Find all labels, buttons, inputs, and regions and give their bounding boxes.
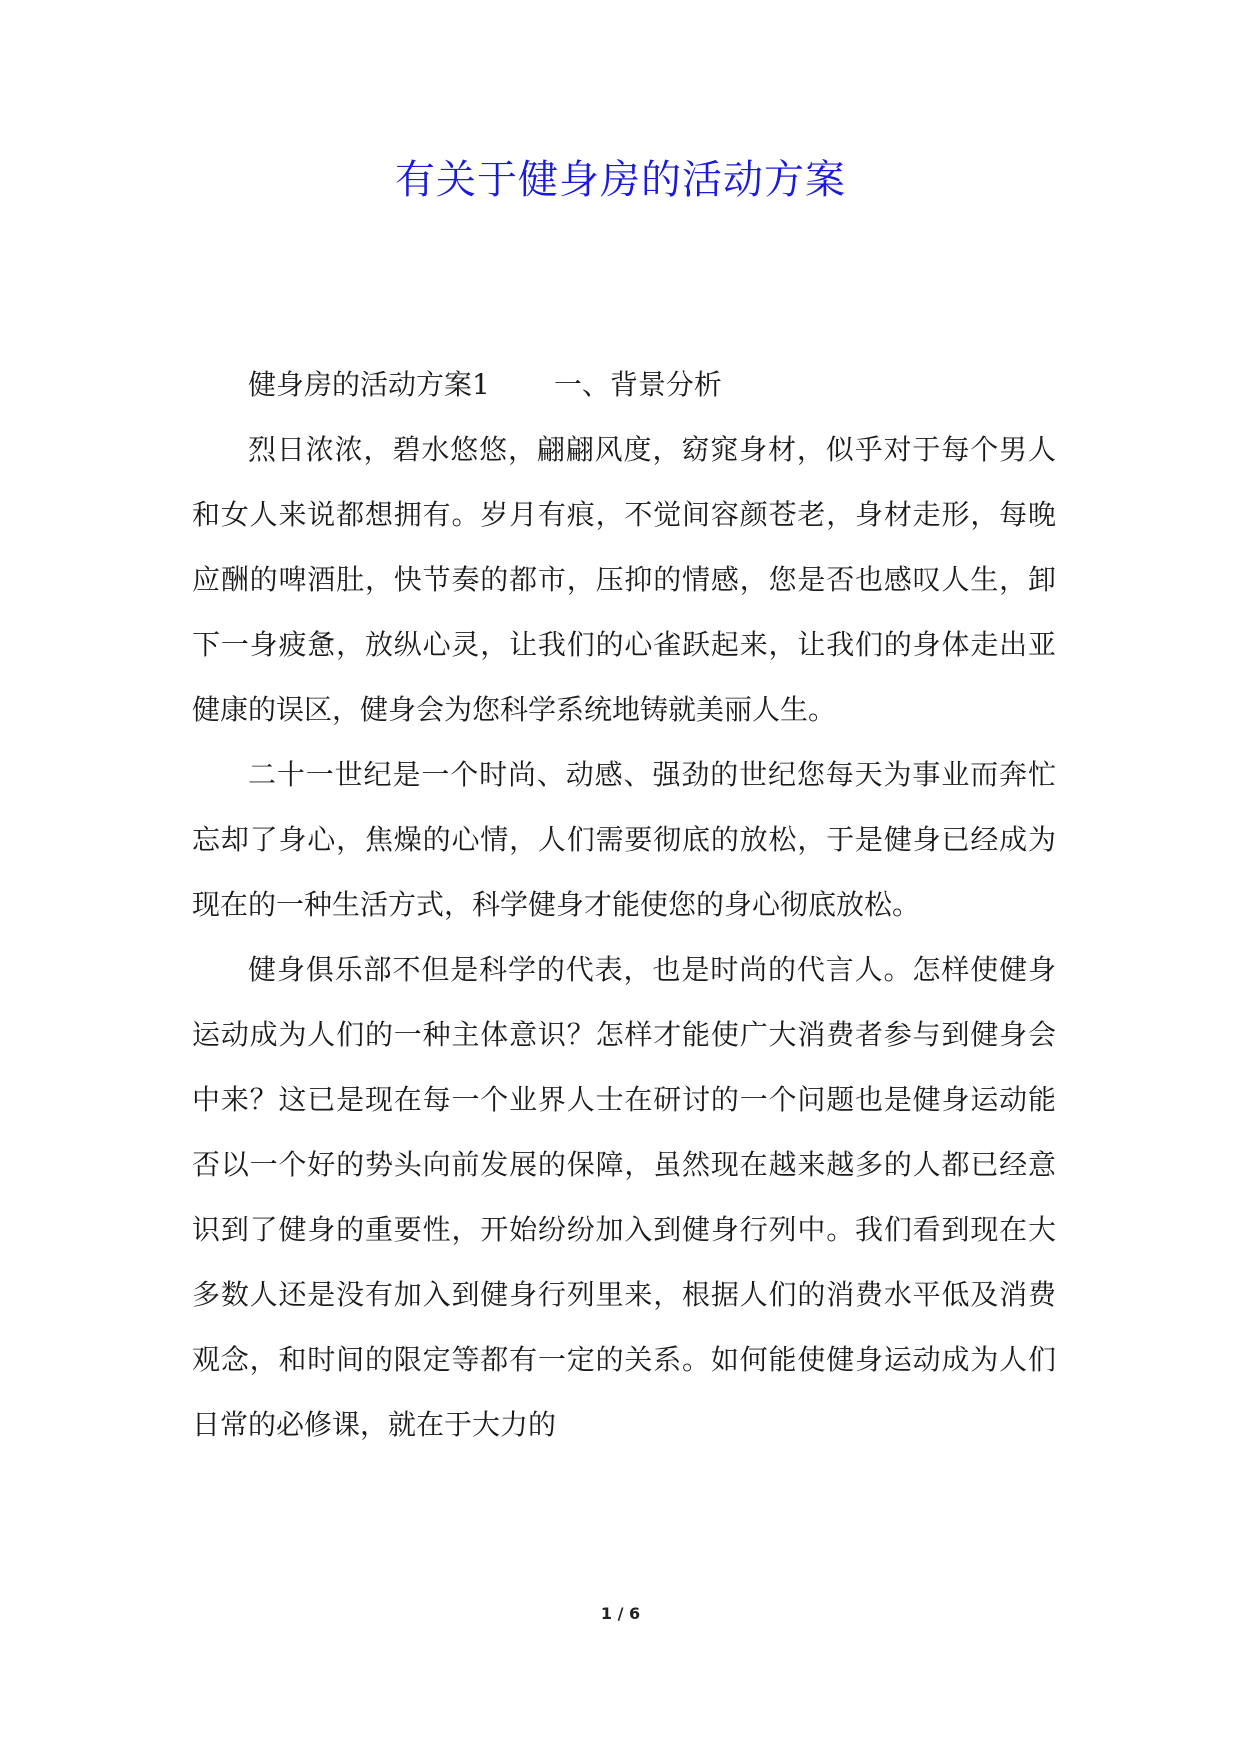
paragraph: 烈日浓浓，碧水悠悠，翩翩风度，窈窕身材，似乎对于每个男人和女人来说都想拥有。岁月有痕，不觉间容颜苍老，身材走形，每晚应酬的啤酒肚，快节奏的都市，压抑的情感，您是否也感叹人生，卸下一身疲惫，放纵心灵，让我们的心雀跃起来，让我们的身体走出亚健康的误区，健身会为您科学系统地铸就美丽人生。 <box>192 433 1056 726</box>
page-number: 1 / 6 <box>600 1604 641 1623</box>
plan-heading: 健身房的活动方案1 <box>248 368 490 401</box>
document-body <box>192 352 1056 1457</box>
section-heading: 一、背景分析 <box>553 368 722 401</box>
heading-line <box>192 352 1056 417</box>
paragraph: 二十一世纪是一个时尚、动感、强劲的世纪您每天为事业而奔忙忘却了身心，焦燥的心情，人们需要彻底的放松，于是健身已经成为现在的一种生活方式，科学健身才能使您的身心彻底放松。 <box>192 758 1056 921</box>
paragraph: 健身俱乐部不但是科学的代表，也是时尚的代言人。怎样使健身运动成为人们的一种主体意识？怎样才能使广大消费者参与到健身会中来？这已是现在每一个业界人士在研讨的一个问题也是健身运动能否以一个好的势头向前发展的保障，虽然现在越来越多的人都已经意识到了健身的重要性，开始纷纷加入到健身行列中。我们看到现在大多数人还是没有加入到健身行列里来，根据人们的消费水平低及消费观念，和时间的限定等都有一定的关系。如何能使健身运动成为人们日常的必修课，就在于大力的 <box>192 953 1056 1441</box>
document-title: 有关于健身房的活动方案 <box>395 157 846 203</box>
